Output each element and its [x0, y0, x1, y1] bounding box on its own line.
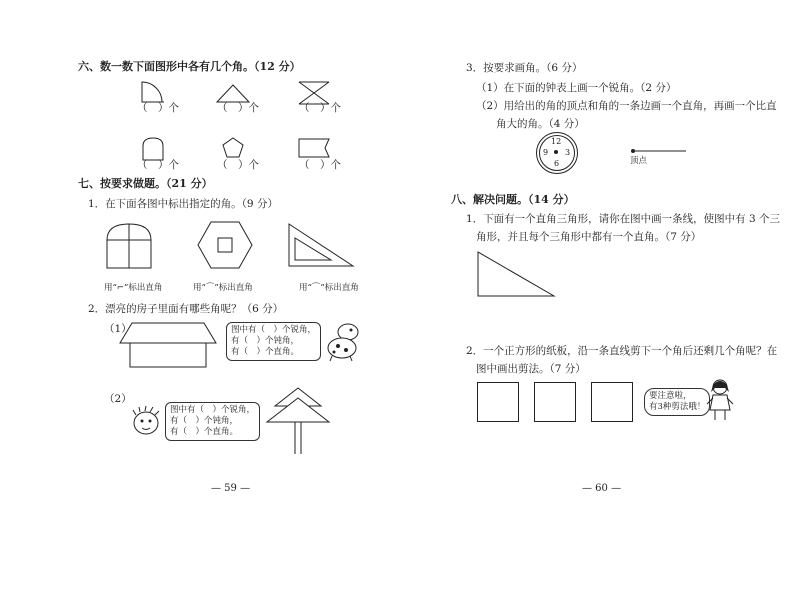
page-number-right: — 60 —	[582, 483, 622, 494]
question-8-1-line1: 1．下面有一个直角三角形，请你在图中画一条线，使图中有 3 个三	[466, 213, 781, 225]
arched-door-figure	[105, 222, 155, 270]
speech-bubble-2	[165, 402, 260, 441]
right-triangle-figure[interactable]	[476, 250, 556, 298]
question-7-1: 1．在下面各图中标出指定的角。（9 分）	[88, 198, 278, 210]
question-8-2-line1: 2．一个正方形的纸板，沿一条直线剪下一个角后还剩几个角呢？在	[466, 345, 778, 357]
bubble-line: 有3种剪法哦！	[649, 402, 706, 412]
label-part-2: （2）	[104, 393, 132, 405]
tree-figure	[265, 386, 331, 456]
label-part-1: （1）	[104, 323, 132, 335]
girl-cartoon-icon	[705, 378, 735, 422]
dog-cartoon-icon	[322, 322, 364, 362]
blank-count: （ ）个	[299, 102, 341, 114]
question-3-2-line2: 角大的角。（4 分）	[496, 118, 585, 130]
hedgehog-cartoon-icon	[130, 405, 162, 437]
blank-count: （ ）个	[137, 159, 179, 171]
question-3: 3．按要求画角。（6 分）	[466, 62, 583, 74]
section-8-heading: 八、解决问题。（14 分）	[451, 193, 575, 206]
question-8-2-line2: 图中画出剪法。（7 分）	[476, 363, 586, 375]
bubble-line: 要注意啦，	[649, 391, 692, 401]
caption-right-angle-1: 用“⌐”标出直角	[104, 283, 163, 293]
bubble-line: 有（ ）个直角。	[170, 427, 239, 437]
caption-right-angle-3: 用“⌒”标出直角	[299, 283, 359, 293]
bubble-line: 图中有（ ）个锐角，	[231, 325, 317, 335]
bubble-line: 有（ ）个直角。	[231, 347, 300, 357]
clock-number-12: 12	[551, 137, 562, 146]
hexagon-square-figure	[196, 220, 254, 270]
blank-count: （ ）个	[217, 102, 259, 114]
bubble-line: 有（ ）个钝角，	[170, 416, 239, 426]
bubble-line: 图中有（ ）个锐角，	[170, 405, 256, 415]
caption-right-angle-2: 用“⌒”标出直角	[193, 283, 253, 293]
blank-count: （ ）个	[299, 159, 341, 171]
speech-bubble-1	[226, 322, 321, 361]
section-6-heading: 六、数一数下面图形中各有几个角。（12 分）	[78, 60, 301, 73]
angle-ray[interactable]	[630, 148, 690, 154]
square-board-1[interactable]	[477, 382, 519, 422]
question-3-2-line1: （2）用给出的角的顶点和角的一条边画一个直角，再画一个比直	[476, 100, 777, 112]
pentagon-shape	[221, 136, 245, 160]
hint-bubble	[644, 388, 710, 416]
square-board-3[interactable]	[591, 382, 633, 422]
blank-count: （ ）个	[137, 102, 179, 114]
question-8-1-line2: 角形，并且每个三角形中都有一个直角。（7 分）	[476, 231, 702, 243]
section-7-heading: 七、按要求做题。（21 分）	[78, 177, 213, 190]
clock-number-3: 3	[565, 148, 571, 157]
clock-number-6: 6	[554, 159, 560, 168]
bubble-line: 有（ ）个钝角，	[231, 336, 300, 346]
notched-rectangle-shape	[297, 137, 333, 159]
set-square-figure	[285, 222, 355, 268]
page-number-left: — 59 —	[211, 483, 251, 494]
question-3-1: （1）在下面的钟表上画一个锐角。（2 分）	[476, 82, 677, 94]
blank-count: （ ）个	[217, 159, 259, 171]
clock-center-dot	[554, 150, 558, 154]
clock-number-9: 9	[543, 148, 549, 157]
vertex-label: 顶点	[630, 156, 648, 166]
square-board-2[interactable]	[534, 382, 576, 422]
house-figure	[118, 321, 218, 369]
question-7-2: 2．漂亮的房子里面有哪些角呢？（6 分）	[88, 303, 284, 315]
